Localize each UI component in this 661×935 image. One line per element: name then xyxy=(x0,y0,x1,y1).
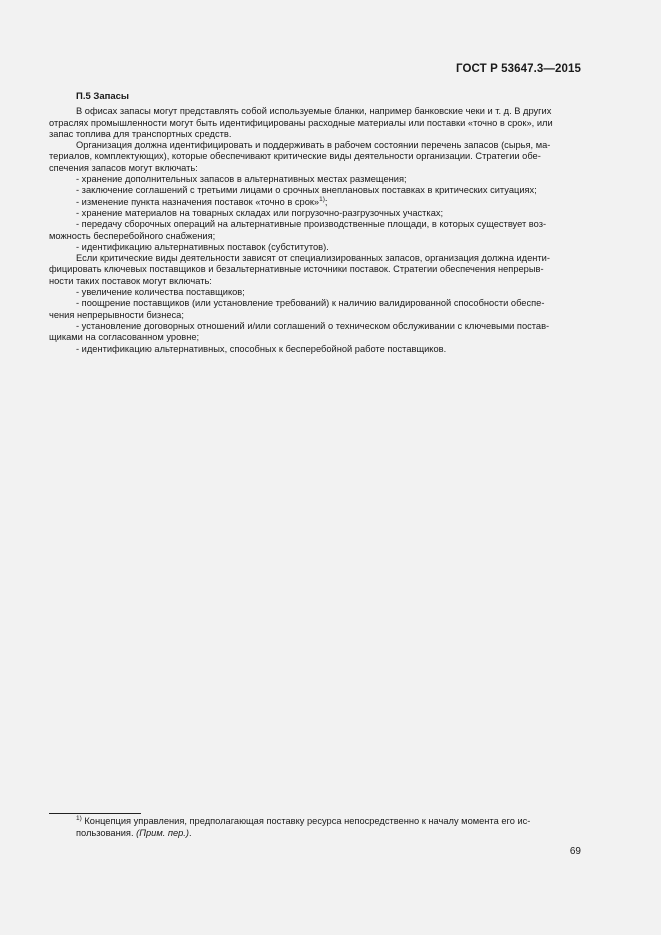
footnote-reference: 1) xyxy=(319,195,325,203)
footnote-text-end: . xyxy=(189,828,192,838)
footnote xyxy=(49,815,584,839)
footnote-line-2 xyxy=(49,827,584,839)
text-line xyxy=(49,264,584,275)
page-number: 69 xyxy=(569,846,581,857)
text-line-content: ности таких поставок могут включать: xyxy=(49,275,212,286)
text-line-content: чения непрерывности бизнеса; xyxy=(49,309,184,320)
footnote-text-1: Концепция управления, предполагающая поставку ресурса непосредственно к началу момента его ис- xyxy=(81,816,531,826)
footnote-note: (Прим. пер.) xyxy=(136,828,189,838)
text-line xyxy=(49,129,584,140)
footnote-divider xyxy=(49,813,141,814)
text-line-content: - увеличение количества поставщиков; xyxy=(76,287,245,298)
text-line xyxy=(49,185,584,196)
text-line xyxy=(49,231,584,242)
text-line xyxy=(49,310,584,321)
text-line xyxy=(49,287,584,298)
text-line xyxy=(49,208,584,219)
text-line-content: - передачу сборочных операций на альтернативные производственные площади, в которых существует воз- xyxy=(76,219,547,230)
text-line-content: - изменение пункта назначения поставок «точно в срок» xyxy=(76,196,320,207)
text-line xyxy=(49,106,584,117)
body-text xyxy=(49,106,584,355)
text-line-content: щиками на согласованном уровне; xyxy=(49,332,200,343)
text-line-content: - поощрение поставщиков (или установление требований) к наличию валидированной способности обеспе- xyxy=(76,298,545,309)
text-line-content: В офисах запасы могут представлять собой используемые бланки, например банковские чеки и т. д. В других xyxy=(76,106,552,117)
text-line-content: - идентификацию альтернативных поставок (субститутов). xyxy=(76,241,329,252)
text-line xyxy=(49,253,584,264)
text-line xyxy=(49,151,584,162)
text-line-content: - хранение дополнительных запасов в альтернативных местах размещения; xyxy=(76,174,407,185)
text-line xyxy=(49,242,584,253)
text-line xyxy=(49,174,584,185)
text-line-content: фицировать ключевых поставщиков и безальтернативные источники поставок. Стратегии обеспечения непрерыв- xyxy=(49,264,544,275)
text-line xyxy=(49,163,584,174)
text-line-content: - хранение материалов на товарных складах или погрузочно-разгрузочных участках; xyxy=(76,207,444,218)
document-code: ГОСТ Р 53647.3—2015 xyxy=(456,63,581,75)
text-line-content: Организация должна идентифицировать и поддерживать в рабочем состоянии перечень запасов (сырья, ма- xyxy=(76,140,551,151)
text-line-content: можность бесперебойного снабжения; xyxy=(49,230,216,241)
text-line xyxy=(49,332,584,343)
text-line-content: Если критические виды деятельности зависят от специализированных запасов, организация должна иденти- xyxy=(76,253,550,264)
text-line xyxy=(49,219,584,230)
text-line-content: - установление договорных отношений и/или соглашений о техническом обслуживании с ключевыми постав- xyxy=(76,320,550,331)
text-line xyxy=(49,197,584,208)
text-line xyxy=(49,344,584,355)
text-line-content: запас топлива для транспортных средств. xyxy=(49,128,232,139)
text-line xyxy=(49,298,584,309)
text-line xyxy=(49,140,584,151)
footnote-marker: 1) xyxy=(76,815,82,822)
text-line xyxy=(49,118,584,129)
text-line-content: териалов, комплектующих), которые обеспечивают критические виды деятельности организации. Стратегии обе- xyxy=(49,151,541,162)
text-line-content: отраслях промышленности могут быть идентифицированы расходные материалы или поставки «точно в срок», или xyxy=(49,117,553,128)
section-title: П.5 Запасы xyxy=(76,91,130,102)
text-line-content: спечения запасов могут включать: xyxy=(49,162,198,173)
footnote-text-2: пользования. xyxy=(76,828,137,838)
text-line xyxy=(49,321,584,332)
text-line-content: - идентификацию альтернативных, способных к бесперебойной работе поставщиков. xyxy=(76,343,447,354)
text-line-suffix: ; xyxy=(324,196,328,207)
footnote-line-1 xyxy=(49,815,584,827)
text-line-content: - заключение соглашений с третьими лицами о срочных внеплановых поставках в критических ситуациях; xyxy=(76,185,537,196)
main-content xyxy=(49,91,584,355)
text-line xyxy=(49,276,584,287)
